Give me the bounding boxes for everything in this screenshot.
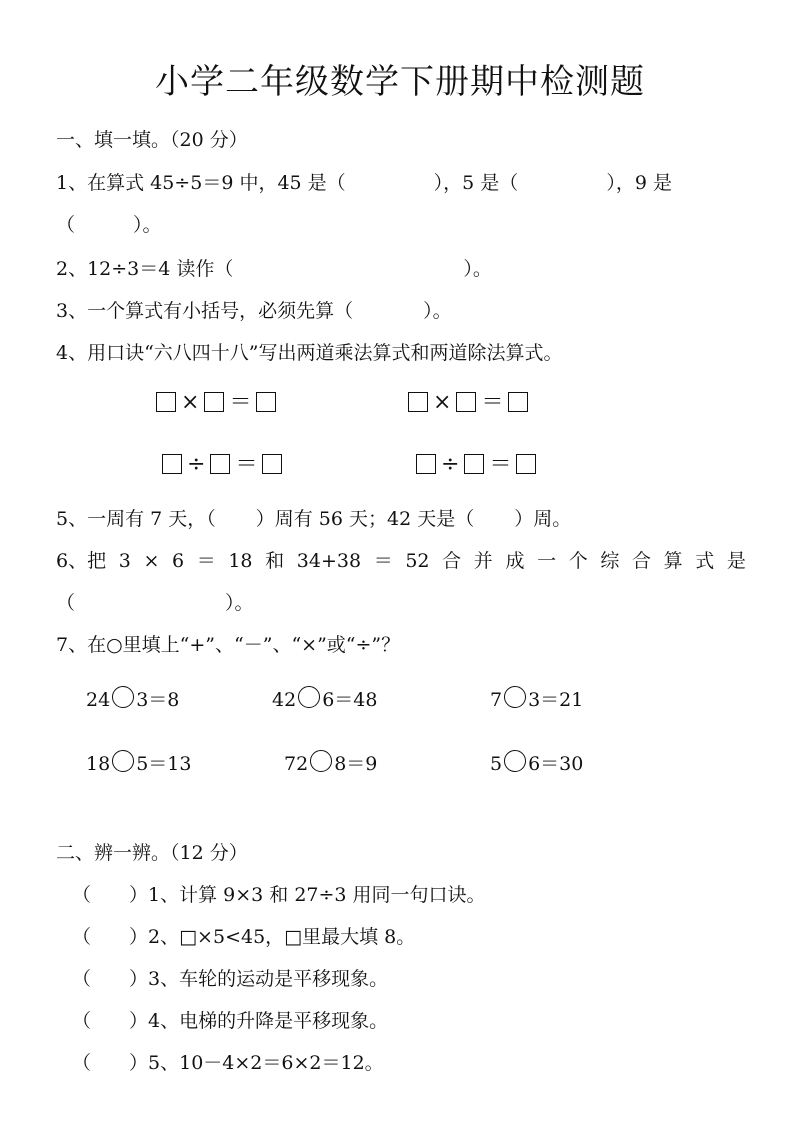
answer-box[interactable] bbox=[262, 454, 282, 474]
answer-box[interactable] bbox=[256, 392, 276, 412]
circle-equation: 7 3＝21 bbox=[490, 686, 583, 713]
answer-box[interactable] bbox=[408, 392, 428, 412]
answer-box[interactable] bbox=[204, 392, 224, 412]
div-equation-1: ÷ ＝ bbox=[162, 452, 282, 478]
judge-item-3: （ ）3、车轮的运动是平移现象。 bbox=[72, 968, 389, 990]
question-2: 2、12÷3＝4 读作（ ）。 bbox=[56, 258, 492, 280]
answer-box[interactable] bbox=[464, 454, 484, 474]
answer-box[interactable] bbox=[416, 454, 436, 474]
operator-circle[interactable] bbox=[504, 750, 526, 772]
question-4: 4、用口诀“六八四十八”写出两道乘法算式和两道除法算式。 bbox=[56, 342, 563, 364]
question-5: 5、一周有 7 天，（ ）周有 56 天；42 天是（ ）周。 bbox=[56, 508, 572, 530]
judge-item-4: （ ）4、电梯的升降是平移现象。 bbox=[72, 1010, 389, 1032]
operator-circle[interactable] bbox=[112, 686, 134, 708]
section1-heading: 一、填一填。（20 分） bbox=[56, 129, 248, 151]
answer-box[interactable] bbox=[508, 392, 528, 412]
question-7: 7、在○里填上“+”、“－”、“×”或“÷”？ bbox=[56, 634, 401, 656]
question-6-line2: （ ）。 bbox=[56, 592, 254, 614]
answer-box[interactable] bbox=[162, 454, 182, 474]
circle-equation: 18 5＝13 bbox=[86, 750, 191, 777]
operator-circle[interactable] bbox=[112, 750, 134, 772]
circle-equation: 24 3＝8 bbox=[86, 686, 179, 713]
answer-box[interactable] bbox=[156, 392, 176, 412]
answer-box[interactable] bbox=[456, 392, 476, 412]
mult-equation-2: × ＝ bbox=[408, 390, 528, 416]
operator-circle[interactable] bbox=[504, 686, 526, 708]
judge-item-1: （ ）1、计算 9×3 和 27÷3 用同一句口诀。 bbox=[72, 884, 486, 906]
question-1-line2: （ ）。 bbox=[56, 214, 162, 236]
question-1-line1: 1、在算式 45÷5＝9 中，45 是（ ），5 是（ ），9 是 bbox=[56, 172, 672, 194]
question-6-line1: 6、把 3 × 6 ＝ 18 和 34+38 ＝ 52 合 并 成 一 个 综 合 算 式 是 bbox=[56, 550, 746, 572]
circle-equation: 5 6＝30 bbox=[490, 750, 583, 777]
judge-item-5: （ ）5、10－4×2＝6×2＝12。 bbox=[72, 1052, 384, 1074]
mult-equation-1: × ＝ bbox=[156, 390, 276, 416]
question-3: 3、一个算式有小括号，必须先算（ ）。 bbox=[56, 300, 452, 322]
judge-item-2: （ ）2、□×5<45，□里最大填 8。 bbox=[72, 926, 416, 948]
circle-equation: 72 8＝9 bbox=[284, 750, 377, 777]
operator-circle[interactable] bbox=[298, 686, 320, 708]
operator-circle[interactable] bbox=[310, 750, 332, 772]
answer-box[interactable] bbox=[210, 454, 230, 474]
answer-box[interactable] bbox=[516, 454, 536, 474]
div-equation-2: ÷ ＝ bbox=[416, 452, 536, 478]
page-title: 小学二年级数学下册期中检测题 bbox=[155, 62, 645, 102]
section2-heading: 二、辨一辨。（12 分） bbox=[56, 842, 248, 864]
circle-equation: 42 6＝48 bbox=[272, 686, 377, 713]
